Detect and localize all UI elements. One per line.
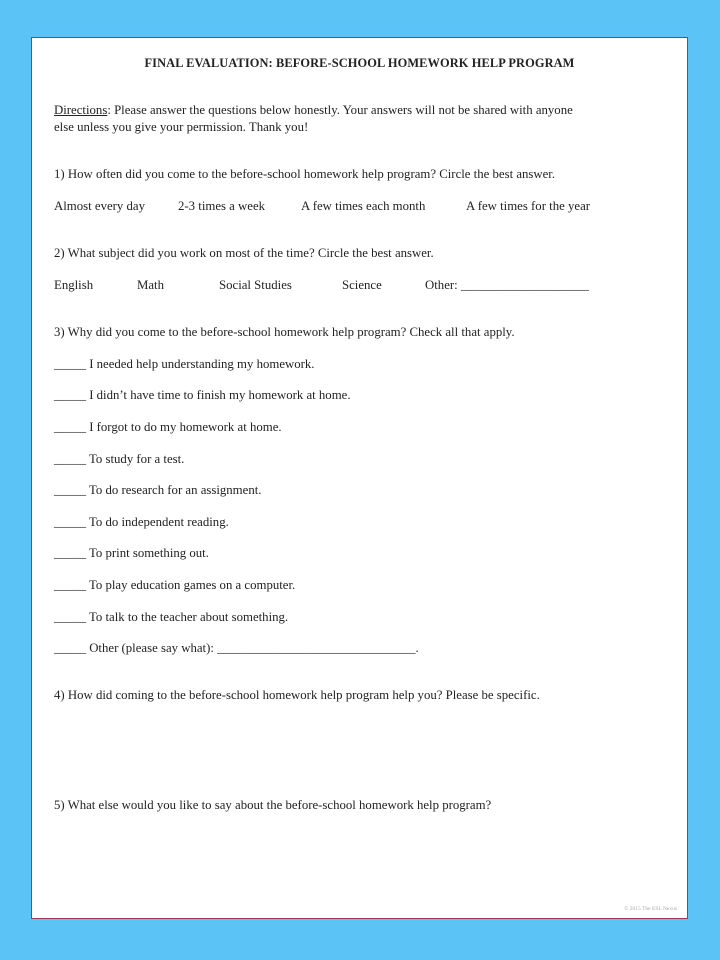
q3-checkbox-item[interactable]: _____ To do independent reading. bbox=[54, 515, 229, 529]
question-5-prompt: 5) What else would you like to say about the before-school homework help program? bbox=[54, 798, 492, 812]
q1-option-3[interactable]: A few times each month bbox=[301, 199, 426, 213]
q3-checkbox-item[interactable]: _____ I needed help understanding my homework. bbox=[54, 357, 315, 371]
q3-checkbox-item[interactable]: _____ Other (please say what): _______________________________. bbox=[54, 641, 419, 655]
q2-option-1[interactable]: English bbox=[54, 278, 94, 292]
q3-checkbox-item[interactable]: _____ I forgot to do my homework at home. bbox=[54, 420, 282, 434]
q3-checkbox-item[interactable]: _____ To do research for an assignment. bbox=[54, 483, 262, 497]
q3-checkbox-item[interactable]: _____ I didn’t have time to finish my homework at home. bbox=[54, 388, 351, 402]
q3-checkbox-item[interactable]: _____ To play education games on a computer. bbox=[54, 578, 296, 592]
question-3-prompt: 3) Why did you come to the before-school homework help program? Check all that apply. bbox=[54, 325, 515, 339]
page-title: FINAL EVALUATION: BEFORE-SCHOOL HOMEWORK HELP PROGRAM bbox=[144, 56, 575, 70]
question-2-prompt: 2) What subject did you work on most of the time? Circle the best answer. bbox=[54, 246, 434, 260]
q3-checkbox-item[interactable]: _____ To talk to the teacher about something. bbox=[54, 610, 289, 624]
q1-option-1[interactable]: Almost every day bbox=[54, 199, 145, 213]
question-1-prompt: 1) How often did you come to the before-school homework help program? Circle the best answer. bbox=[54, 167, 556, 181]
q2-other-field[interactable]: Other: ____________________ bbox=[425, 278, 589, 292]
question-4-prompt: 4) How did coming to the before-school homework help program help you? Please be specific. bbox=[54, 688, 540, 702]
copyright-notice: © 2015 The ESL Nexus bbox=[624, 906, 677, 912]
q3-checkbox-item[interactable]: _____ To study for a test. bbox=[54, 452, 185, 466]
directions-text-1: : Please answer the questions below honestly. Your answers will not be shared with anyone bbox=[107, 103, 573, 117]
q1-option-2[interactable]: 2-3 times a week bbox=[178, 199, 266, 213]
q2-option-3[interactable]: Social Studies bbox=[219, 278, 292, 292]
directions-line-1 bbox=[54, 102, 573, 118]
directions-line-2: else unless you give your permission. Thank you! bbox=[54, 120, 309, 134]
q5-answer-area[interactable] bbox=[54, 820, 654, 900]
q3-checkbox-item[interactable]: _____ To print something out. bbox=[54, 546, 209, 560]
q4-answer-area[interactable] bbox=[54, 710, 654, 790]
q2-option-4[interactable]: Science bbox=[342, 278, 382, 292]
directions-label: Directions bbox=[54, 103, 108, 117]
worksheet-page bbox=[31, 37, 688, 919]
q1-option-4[interactable]: A few times for the year bbox=[466, 199, 591, 213]
q2-option-2[interactable]: Math bbox=[137, 278, 165, 292]
